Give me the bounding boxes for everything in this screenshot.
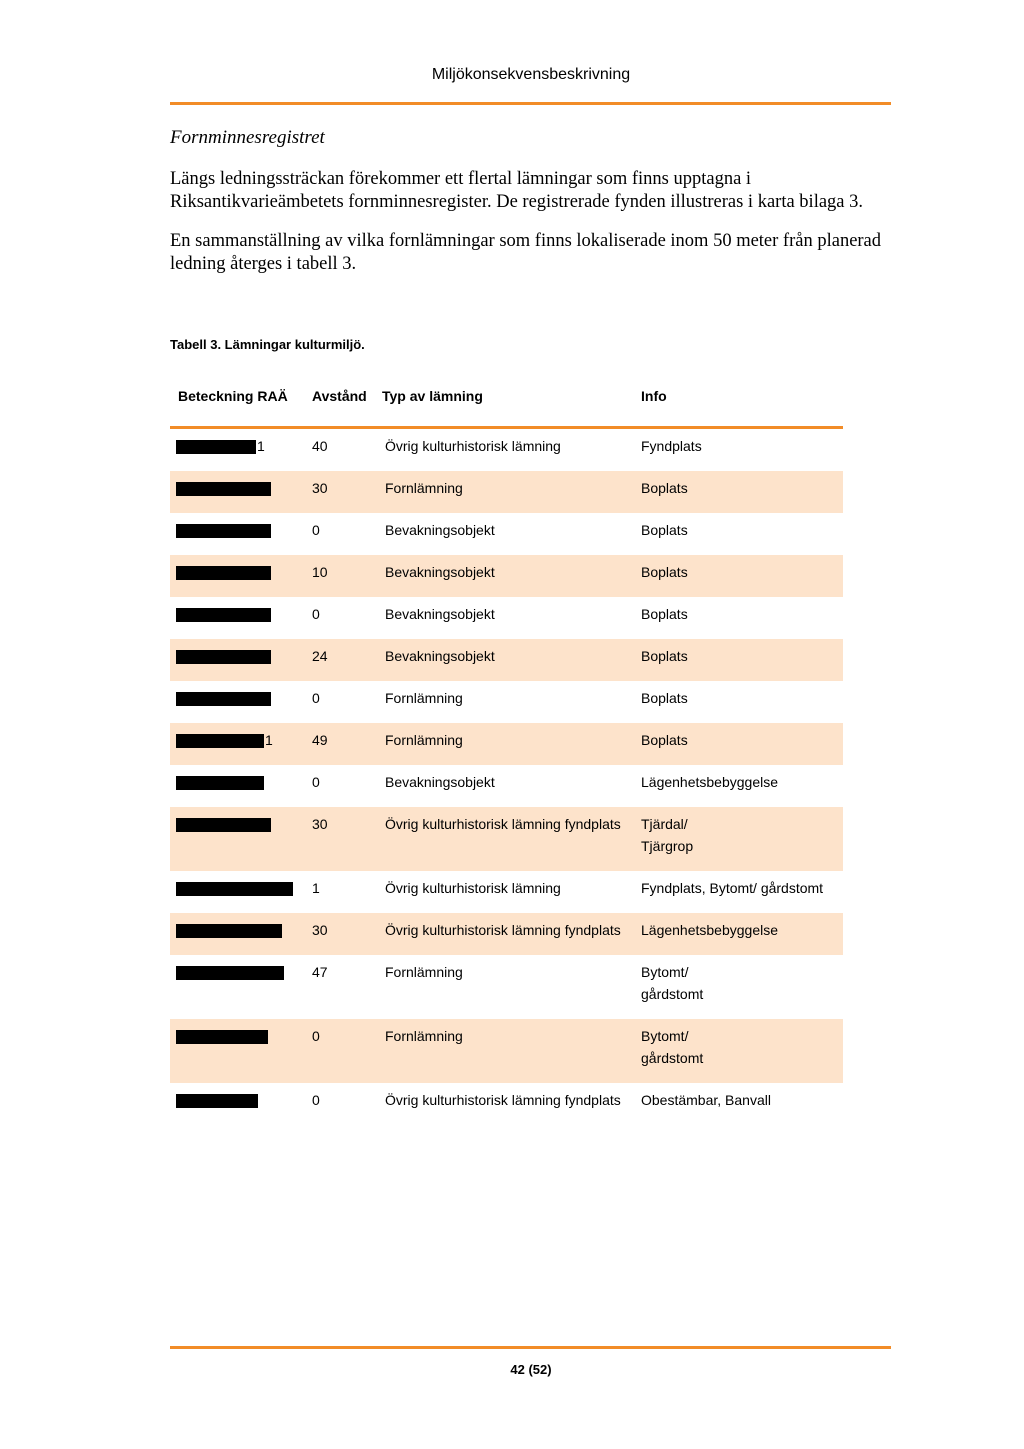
cell-type: Bevakningsobjekt xyxy=(385,606,495,622)
header-divider xyxy=(170,102,891,105)
page-number: 42 (52) xyxy=(510,1362,552,1377)
cell-info: Boplats xyxy=(641,522,688,538)
table-row xyxy=(170,513,843,555)
table-row xyxy=(170,639,843,681)
cell-type: Fornlämning xyxy=(385,480,463,496)
table-row xyxy=(170,723,843,765)
table-row xyxy=(170,807,843,871)
redacted-designation xyxy=(176,482,271,496)
cell-type: Bevakningsobjekt xyxy=(385,522,495,538)
cell-distance: 1 xyxy=(312,880,320,896)
cell-type: Fornlämning xyxy=(385,690,463,706)
redacted-designation xyxy=(176,924,282,938)
cell-type: Övrig kulturhistorisk lämning fyndplats xyxy=(385,1092,621,1108)
redacted-designation xyxy=(176,650,271,664)
redacted-designation xyxy=(176,566,271,580)
table-row xyxy=(170,597,843,639)
table-row xyxy=(170,765,843,807)
column-header-type: Typ av lämning xyxy=(382,388,483,404)
cell-info: Bytomt/ gårdstomt xyxy=(641,1028,704,1066)
cell-info: Fyndplats xyxy=(641,438,702,454)
cell-distance: 0 xyxy=(312,1028,320,1044)
cell-distance: 49 xyxy=(312,732,328,748)
cell-info: Boplats xyxy=(641,690,688,706)
cell-type: Fornlämning xyxy=(385,964,463,980)
column-header-info: Info xyxy=(641,388,667,404)
cell-type: Bevakningsobjekt xyxy=(385,564,495,580)
cell-distance: 0 xyxy=(312,606,320,622)
cell-info: Lägenhetsbebyggelse xyxy=(641,922,779,938)
cell-distance: 30 xyxy=(312,480,328,496)
cell-distance: 0 xyxy=(312,690,320,706)
cell-info: Lägenhetsbebyggelse xyxy=(641,774,779,790)
table-row xyxy=(170,871,843,913)
table-row xyxy=(170,681,843,723)
designation-suffix: 1 xyxy=(265,732,273,748)
redacted-designation xyxy=(176,882,293,896)
cell-distance: 30 xyxy=(312,816,328,832)
body-paragraph-2: En sammanställning av vilka fornlämningar som finns lokaliserade inom 50 meter från planerad ledning återges i tabell 3. xyxy=(170,231,882,274)
table-header-row xyxy=(0,388,1024,408)
table-row xyxy=(170,471,843,513)
redacted-designation xyxy=(176,1094,258,1108)
redacted-designation xyxy=(176,692,271,706)
document-header-title: Miljökonsekvensbeskrivning xyxy=(431,66,631,83)
cell-info: Obestämbar, Banvall xyxy=(641,1092,771,1108)
cell-type: Övrig kulturhistorisk lämning fyndplats xyxy=(385,922,621,938)
cell-type: Övrig kulturhistorisk lämning fyndplats xyxy=(385,816,621,832)
redacted-designation xyxy=(176,440,256,454)
cell-info: Boplats xyxy=(641,564,688,580)
cell-info: Boplats xyxy=(641,480,688,496)
cell-distance: 0 xyxy=(312,1092,320,1108)
cell-distance: 0 xyxy=(312,774,320,790)
body-paragraph-1: Längs ledningssträckan förekommer ett flertal lämningar som finns upptagna i Riksantikvarieämbetets fornminnesregister. De registrerade fynden illustreras i karta bilaga 3. xyxy=(170,169,864,212)
cell-type: Bevakningsobjekt xyxy=(385,648,495,664)
cell-distance: 10 xyxy=(312,564,328,580)
cell-distance: 30 xyxy=(312,922,328,938)
redacted-designation xyxy=(176,1030,268,1044)
cell-info: Boplats xyxy=(641,648,688,664)
cell-distance: 47 xyxy=(312,964,328,980)
cell-type: Fornlämning xyxy=(385,1028,463,1044)
table-body xyxy=(170,429,843,1125)
designation-suffix: 1 xyxy=(257,438,265,454)
table-row xyxy=(170,1019,843,1083)
redacted-designation xyxy=(176,608,271,622)
redacted-designation xyxy=(176,734,264,748)
cell-info: Fyndplats, Bytomt/ gårdstomt xyxy=(641,880,824,896)
cell-info: Tjärdal/ Tjärgrop xyxy=(641,816,694,854)
footer-divider xyxy=(170,1346,891,1349)
redacted-designation xyxy=(176,966,284,980)
cell-distance: 40 xyxy=(312,438,328,454)
column-header-designation: Beteckning RAÄ xyxy=(178,388,288,404)
cell-distance: 0 xyxy=(312,522,320,538)
redacted-designation xyxy=(176,818,271,832)
cell-info: Boplats xyxy=(641,732,688,748)
cell-info: Boplats xyxy=(641,606,688,622)
cell-info: Bytomt/ gårdstomt xyxy=(641,964,704,1002)
table-row xyxy=(170,429,843,471)
table-caption: Tabell 3. Lämningar kulturmiljö. xyxy=(170,337,365,352)
table-row xyxy=(170,1083,843,1125)
table-row xyxy=(170,955,843,1019)
table-row xyxy=(170,555,843,597)
cell-type: Övrig kulturhistorisk lämning xyxy=(385,880,561,896)
table-row xyxy=(170,913,843,955)
column-header-distance: Avstånd xyxy=(312,388,367,404)
cell-type: Bevakningsobjekt xyxy=(385,774,495,790)
section-heading: Fornminnesregistret xyxy=(170,127,325,148)
cell-type: Övrig kulturhistorisk lämning xyxy=(385,438,561,454)
cell-distance: 24 xyxy=(312,648,328,664)
redacted-designation xyxy=(176,776,264,790)
redacted-designation xyxy=(176,524,271,538)
cell-type: Fornlämning xyxy=(385,732,463,748)
